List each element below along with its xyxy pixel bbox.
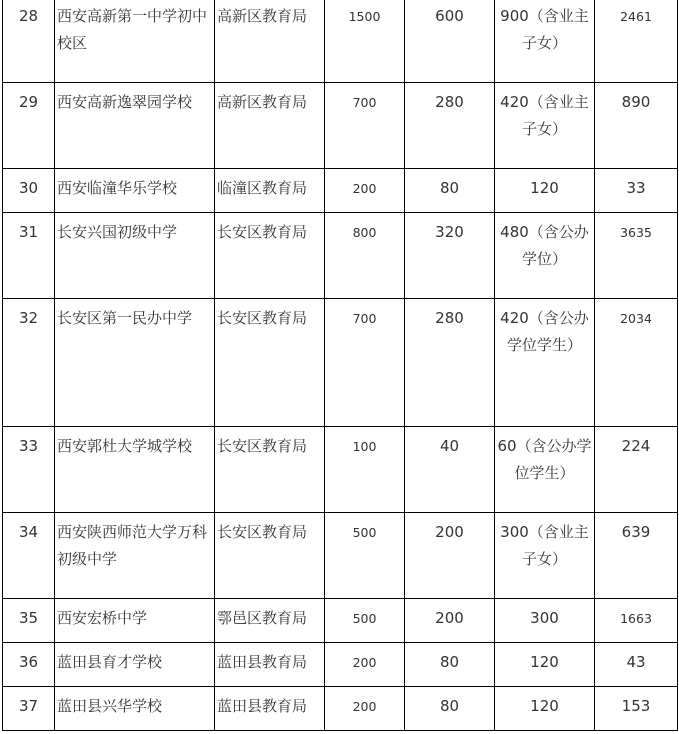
table-row (3, 0, 678, 83)
school-name: 西安高新逸翠园学校 (55, 83, 215, 169)
total-count: 700 (325, 299, 405, 427)
total-count: 500 (325, 599, 405, 643)
education-bureau: 临潼区教育局 (215, 169, 325, 213)
school-name: 西安高新第一中学初中校区 (55, 0, 215, 83)
count-a: 200 (405, 513, 495, 599)
count-a: 80 (405, 169, 495, 213)
table-row (3, 299, 678, 427)
school-name: 西安陕西师范大学万科初级中学 (55, 513, 215, 599)
count-b: 420（含公办学位学生） (495, 299, 595, 427)
count-b: 300（含业主子女） (495, 513, 595, 599)
school-name: 西安临潼华乐学校 (55, 169, 215, 213)
total-count: 200 (325, 643, 405, 687)
count-b: 120 (495, 169, 595, 213)
count-a: 600 (405, 0, 495, 83)
table-row (3, 643, 678, 687)
total-count: 800 (325, 213, 405, 299)
education-bureau: 鄠邑区教育局 (215, 599, 325, 643)
education-bureau: 蓝田县教育局 (215, 687, 325, 731)
total-count: 500 (325, 513, 405, 599)
row-number: 35 (3, 599, 55, 643)
count-b: 120 (495, 687, 595, 731)
count-b: 120 (495, 643, 595, 687)
count-a: 200 (405, 599, 495, 643)
school-name: 蓝田县兴华学校 (55, 687, 215, 731)
count-b: 480（含公办学位） (495, 213, 595, 299)
total-count: 1500 (325, 0, 405, 83)
count-c: 2034 (595, 299, 678, 427)
count-a: 80 (405, 687, 495, 731)
school-name: 西安宏桥中学 (55, 599, 215, 643)
total-count: 200 (325, 169, 405, 213)
row-number: 28 (3, 0, 55, 83)
education-bureau: 长安区教育局 (215, 213, 325, 299)
count-c: 639 (595, 513, 678, 599)
count-c: 43 (595, 643, 678, 687)
count-a: 320 (405, 213, 495, 299)
school-name: 西安郭杜大学城学校 (55, 427, 215, 513)
school-name: 长安区第一民办中学 (55, 299, 215, 427)
count-c: 1663 (595, 599, 678, 643)
count-a: 40 (405, 427, 495, 513)
count-c: 224 (595, 427, 678, 513)
count-b: 60（含公办学位学生） (495, 427, 595, 513)
table-row (3, 83, 678, 169)
count-c: 33 (595, 169, 678, 213)
count-b: 900（含业主子女） (495, 0, 595, 83)
table-row (3, 213, 678, 299)
school-enrollment-table (2, 0, 678, 731)
row-number: 36 (3, 643, 55, 687)
row-number: 33 (3, 427, 55, 513)
count-c: 153 (595, 687, 678, 731)
row-number: 30 (3, 169, 55, 213)
count-a: 280 (405, 83, 495, 169)
education-bureau: 蓝田县教育局 (215, 643, 325, 687)
school-name: 长安兴国初级中学 (55, 213, 215, 299)
table-row (3, 599, 678, 643)
table-row (3, 169, 678, 213)
row-number: 29 (3, 83, 55, 169)
table-row (3, 513, 678, 599)
total-count: 100 (325, 427, 405, 513)
education-bureau: 高新区教育局 (215, 0, 325, 83)
total-count: 200 (325, 687, 405, 731)
school-name: 蓝田县育才学校 (55, 643, 215, 687)
row-number: 32 (3, 299, 55, 427)
row-number: 34 (3, 513, 55, 599)
row-number: 31 (3, 213, 55, 299)
table-row (3, 427, 678, 513)
education-bureau: 长安区教育局 (215, 513, 325, 599)
education-bureau: 高新区教育局 (215, 83, 325, 169)
table-body (3, 0, 678, 731)
count-a: 80 (405, 643, 495, 687)
count-a: 280 (405, 299, 495, 427)
count-c: 2461 (595, 0, 678, 83)
count-c: 890 (595, 83, 678, 169)
total-count: 700 (325, 83, 405, 169)
count-b: 420（含业主子女） (495, 83, 595, 169)
education-bureau: 长安区教育局 (215, 299, 325, 427)
table-row (3, 687, 678, 731)
row-number: 37 (3, 687, 55, 731)
count-c: 3635 (595, 213, 678, 299)
education-bureau: 长安区教育局 (215, 427, 325, 513)
count-b: 300 (495, 599, 595, 643)
